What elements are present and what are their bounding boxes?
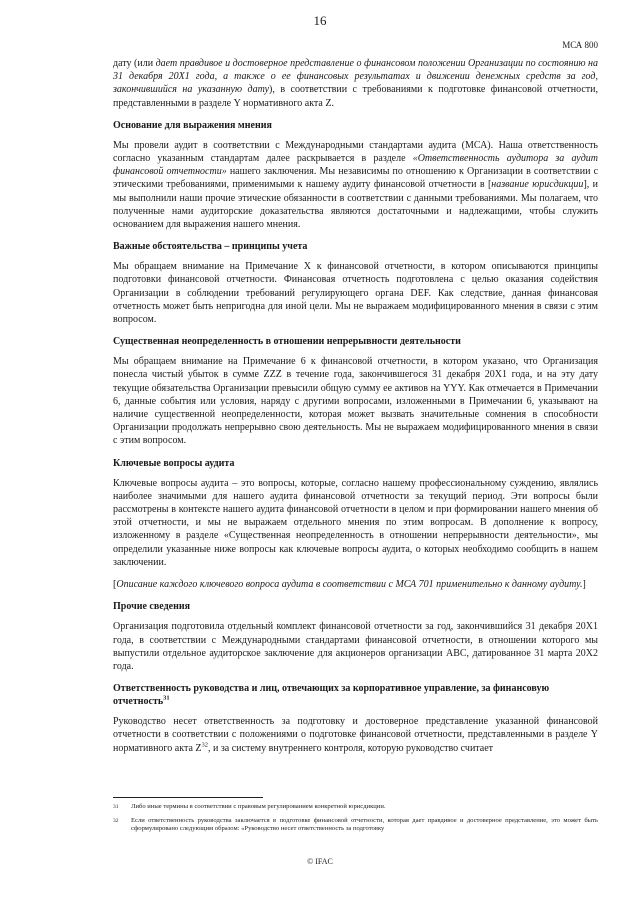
basis-text-2: нашего заключения. Мы независимы по отношению к Организации в соответствии с этическими требованиями, применимыми к нашему аудиту финансовой отчетности в [: [113, 166, 599, 191]
responsibilities-text-2: , и за систему внутреннего контроля, которую руководство считает: [208, 742, 494, 754]
responsibilities-heading-text: Ответственность руководства и лиц, отвечающих за корпоративное управление, за финансовую отчетность: [113, 683, 550, 708]
basis-heading: Основание для выражения мнения: [113, 119, 272, 131]
footnote-ref-31[interactable]: 31: [163, 694, 170, 702]
going-concern-paragraph: Мы обращаем внимание на Примечание 6 к финансовой отчетности, в котором указано, что Организация понесла чистый убыток в сумме ZZZ в течение года, закончившегося 31 декабря 20Х1 года, и на эту дату текущие обязательства Организации превысили общую сумму ее активов на YYY. Как отмечается в Примечании 6, данные события или условия, наряду с другими вопросами, изложенными в Примечании 6, указывают на наличие существенной неопределенности, которая может вызвать значительные сомнения в способности Организации продолжать непрерывно свою деятельность. Мы не выражаем модифицированного мнения в связи с этим вопросом.: [113, 356, 598, 447]
footnote-mark: 31: [113, 804, 119, 810]
document-body: [113, 57, 598, 764]
intro-text-start: дату (или: [113, 58, 156, 69]
basis-text-3: ], и мы выполнили наши прочие этические обязанности в соответствии с данными требованиями. Мы полагаем, что полученные нами аудиторские доказательства являются достаточными и надлежащими, чтобы служить основанием для выражения нашего мнения.: [113, 179, 598, 231]
key-matters-note-text: Описание каждого ключевого вопроса аудита в соответствии с МСА 701 применительно к данному аудиту.: [116, 579, 583, 591]
intro-text-end: ), в соответствии с требованиями к подготовке финансовой отчетности, представленными в разделе Y нормативного акта Z.: [113, 84, 598, 109]
footnote-text: Если ответственность руководства заключается в подготовке финансовой отчетности, которая дает правдивое и достоверное представление, это может быть сформулировано следующим образом: «Руководство несет ответственность за подготовку: [131, 816, 598, 833]
intro-italic-text: дает правдивое и достоверное представление о финансовом положении Организации по состоянию на 31 декабря 20Х1 года, а также о ее финансовых результатах и движении денежных средств за год, закончившийся на указанную дату: [113, 58, 598, 96]
other-matter-heading: Прочие сведения: [113, 601, 190, 613]
responsibilities-text-1: Руководство несет ответственность за подготовку и достоверное представление указанной финансовой отчетности в соответствии с положениями о подготовке финансовой отчетности, представленными в разделе Y нормативного акта Z: [113, 716, 598, 754]
note-open-bracket: [: [113, 579, 117, 591]
basis-italic-1: «Ответственность аудитора за аудит финансовой отчетности»: [113, 153, 598, 178]
footnote-divider: [113, 797, 263, 798]
footnotes: [113, 803, 598, 839]
footnote-32: [113, 817, 598, 834]
footnote-ref-32[interactable]: 32: [201, 741, 208, 749]
key-matters-note: [113, 578, 598, 591]
footnote-mark: 32: [113, 817, 119, 824]
responsibilities-heading: [113, 682, 598, 708]
responsibilities-paragraph: [113, 715, 598, 755]
key-matters-paragraph: Ключевые вопросы аудита – это вопросы, которые, согласно нашему профессиональному суждению, являлись наиболее значимыми для нашего аудита финансовой отчетности за текущий период. Эти вопросы были рассмотрены в контексте нашего аудита финансовой отчетности в целом и при формировании нашего мнения об этой отчетности, и мы не выражаем отдельного мнения по этим вопросам. В дополнение к вопросу, изложенному в разделе «Существенная неопределенность в отношении непрерывности деятельности», мы определили указанные ниже вопросы как ключевые вопросы аудита, о которых необходимо сообщить в нашем заключении.: [113, 477, 598, 568]
key-matters-heading: Ключевые вопросы аудита: [113, 457, 235, 469]
footnote-31: [113, 803, 598, 812]
intro-paragraph: [113, 57, 598, 110]
basis-paragraph: [113, 139, 598, 231]
basis-italic-2: название юрисдикции: [491, 179, 584, 191]
going-concern-heading: Существенная неопределенность в отношении непрерывности деятельности: [113, 336, 461, 348]
note-close-bracket: ]: [582, 579, 586, 591]
other-matter-paragraph: Организация подготовила отдельный комплект финансовой отчетности за год, закончившийся 31 декабря 20Х1 года, в соответствии с Международными стандартами финансовой отчетности, в отношении которого мы выпустили отдельное аудиторское заключение для акционеров организации ABC, датированное 31 марта 20Х2 года.: [113, 621, 598, 672]
footnote-text: Либо иные термины в соответствии с правовым регулированием конкретной юрисдикции.: [131, 803, 386, 810]
basis-text-1: Мы провели аудит в соответствии с Международными стандартами аудита (МСА). Наша ответственность согласно указанным стандартам далее раскрывается в разделе: [113, 139, 598, 165]
page-number: 16: [313, 13, 327, 28]
copyright-footer: © IFAC: [307, 857, 333, 866]
emphasis-heading: Важные обстоятельства – принципы учета: [113, 241, 308, 253]
document-code: МСА 800: [562, 40, 598, 50]
emphasis-paragraph: Мы обращаем внимание на Примечание Х к финансовой отчетности, в котором описываются принципы подготовки финансовой отчетности. Финансовая отчетность подготовлена с целью оказания содействия Организации в соблюдении требований регулирующего органа DEF. Как следствие, данная финансовая отчетность может быть непригодна для иной цели. Мы не выражаем модифицированного мнения в связи с этим вопросом.: [113, 261, 598, 326]
